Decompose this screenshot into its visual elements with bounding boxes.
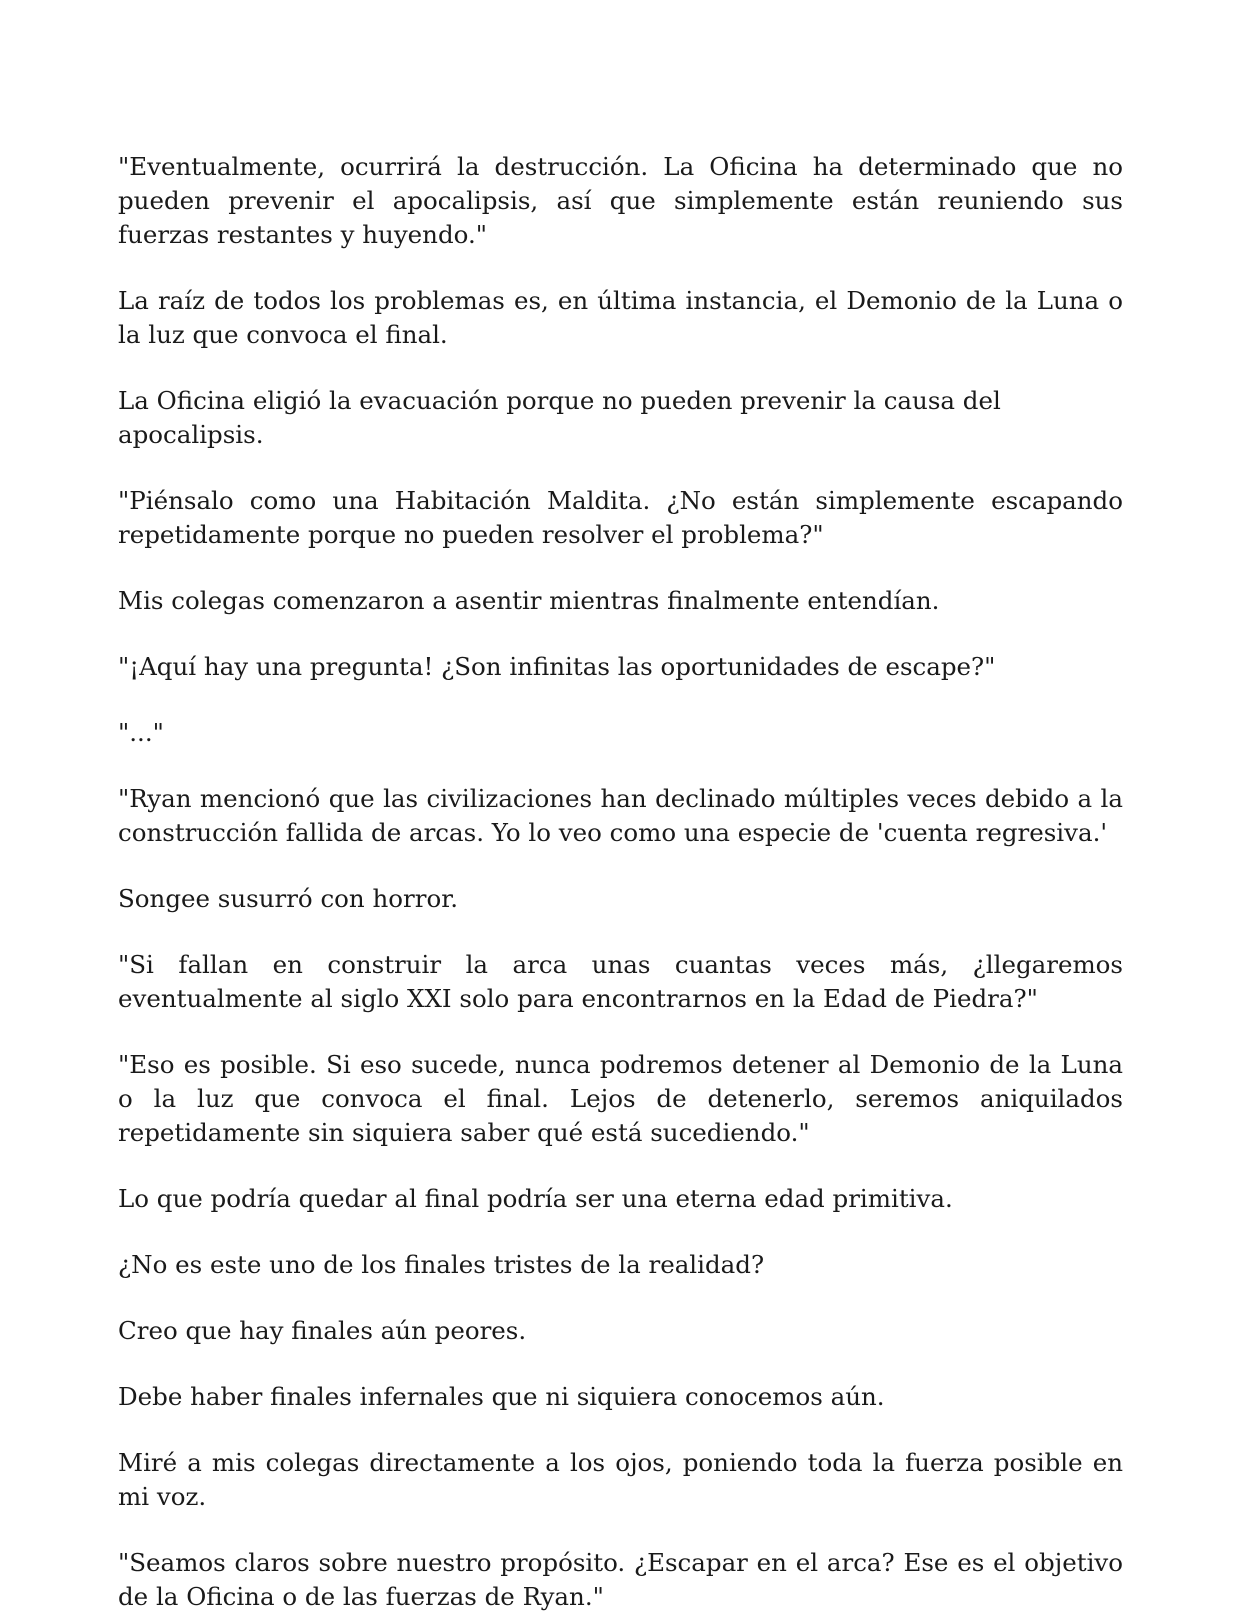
paragraph-6: "¡Aquí hay una pregunta! ¿Son infinitas las oportunidades de escape?" [118, 652, 996, 681]
paragraph-9: Songee susurró con horror. [118, 884, 458, 913]
body-text [118, 150, 1123, 1617]
paragraph-11: "Eso es posible. Si eso sucede, nunca podremos detener al Demonio de la Luna o la luz que convoca el final. Lejos de detenerlo, seremos aniquilados repetidamente sin siquiera saber qué está sucediendo." [118, 1050, 1123, 1147]
paragraph-13: ¿No es este uno de los finales tristes de la realidad? [118, 1250, 765, 1279]
paragraph-7: "..." [118, 718, 164, 747]
paragraph-1: "Eventualmente, ocurrirá la destrucción. La Oficina ha determinado que no pueden prevenir el apocalipsis, así que simplemente están reuniendo sus fuerzas restantes y huyendo." [118, 152, 1123, 249]
paragraph-14: Creo que hay finales aún peores. [118, 1316, 527, 1345]
paragraph-15: Debe haber finales infernales que ni siquiera conocemos aún. [118, 1382, 885, 1411]
paragraph-5: Mis colegas comenzaron a asentir mientras finalmente entendían. [118, 586, 940, 615]
paragraph-10: "Si fallan en construir la arca unas cuantas veces más, ¿llegaremos eventualmente al siglo XXI solo para encontrarnos en la Edad de Piedra?" [118, 950, 1123, 1013]
paragraph-4: "Piénsalo como una Habitación Maldita. ¿No están simplemente escapando repetidamente porque no pueden resolver el problema?" [118, 486, 1123, 549]
paragraph-12: Lo que podría quedar al final podría ser una eterna edad primitiva. [118, 1184, 953, 1213]
paragraph-3: La Oficina eligió la evacuación porque no pueden prevenir la causa del apocalipsis. [118, 386, 1001, 449]
paragraph-16: Miré a mis colegas directamente a los ojos, poniendo toda la fuerza posible en mi voz. [118, 1448, 1123, 1511]
paragraph-8: "Ryan mencionó que las civilizaciones han declinado múltiples veces debido a la construcción fallida de arcas. Yo lo veo como una especie de 'cuenta regresiva.' [118, 784, 1123, 847]
paragraph-17: "Seamos claros sobre nuestro propósito. ¿Escapar en el arca? Ese es el objetivo de la Oficina o de las fuerzas de Ryan." [118, 1548, 1123, 1611]
paragraph-2: La raíz de todos los problemas es, en última instancia, el Demonio de la Luna o la luz que convoca el final. [118, 286, 1123, 349]
